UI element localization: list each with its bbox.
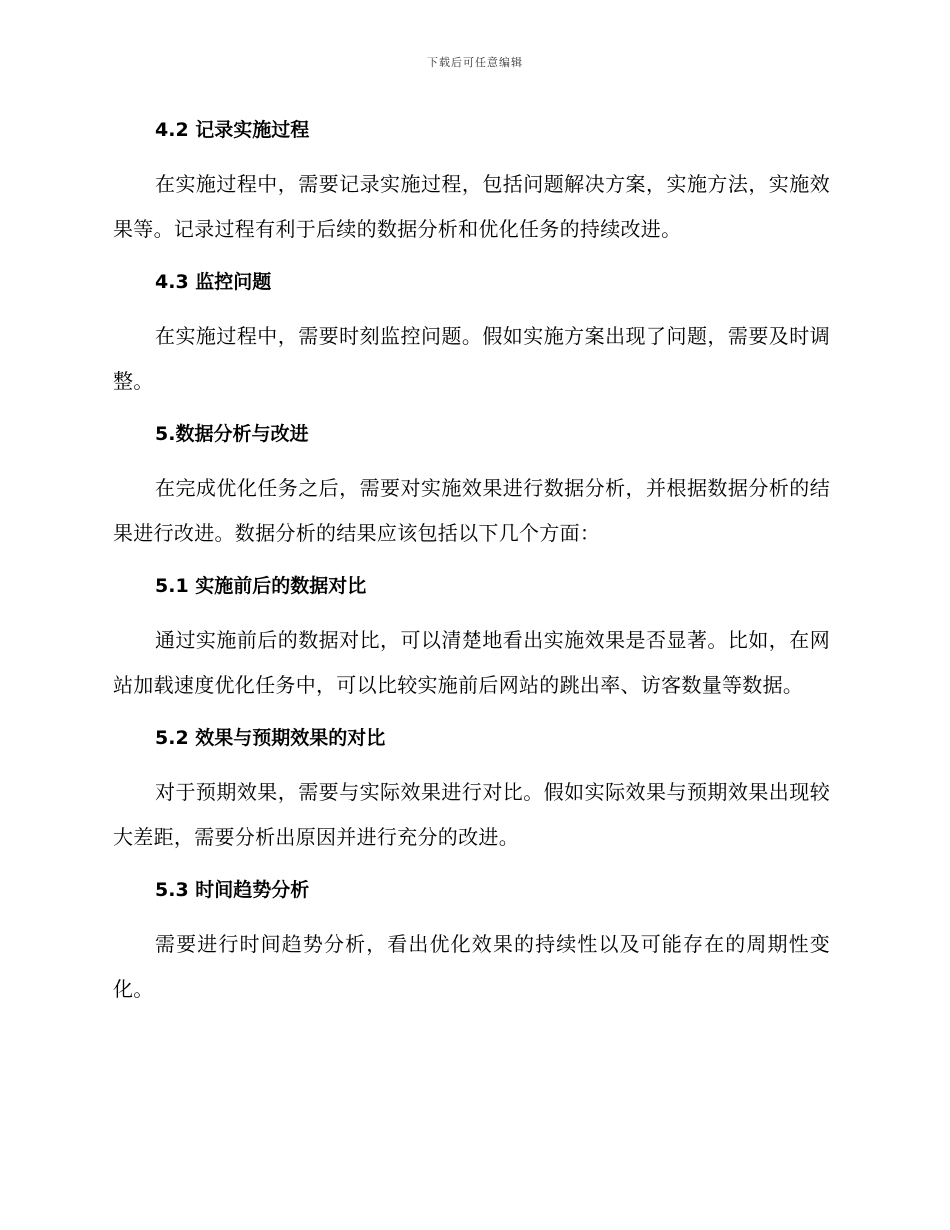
page-header: 下载后可任意编辑	[427, 56, 523, 69]
paragraph-expected-comparison: 对于预期效果，需要与实际效果进行对比。假如实际效果与预期效果出现较大差距，需要分析出原因并进行充分的改进。	[113, 780, 830, 849]
document-body	[113, 110, 830, 1022]
section-heading-5-3: 5.3 时间趋势分析	[155, 879, 310, 901]
paragraph-trend-analysis: 需要进行时间趋势分析，看出优化效果的持续性以及可能存在的周期性变化。	[113, 932, 830, 1001]
section-heading-5: 5.数据分析与改进	[155, 423, 309, 445]
section-heading-4-3: 4.3 监控问题	[155, 271, 272, 293]
paragraph-before-after-comparison: 通过实施前后的数据对比，可以清楚地看出实施效果是否显著。比如，在网站加载速度优化任务中，可以比较实施前后网站的跳出率、访客数量等数据。	[113, 628, 830, 697]
paragraph-record-process: 在实施过程中，需要记录实施过程，包括问题解决方案，实施方法，实施效果等。记录过程有利于后续的数据分析和优化任务的持续改进。	[113, 172, 830, 241]
section-heading-5-2: 5.2 效果与预期效果的对比	[155, 727, 386, 749]
section-heading-4-2: 4.2 记录实施过程	[155, 119, 310, 141]
paragraph-monitor-issues: 在实施过程中，需要时刻监控问题。假如实施方案出现了问题，需要及时调整。	[113, 324, 830, 393]
section-heading-5-1: 5.1 实施前后的数据对比	[155, 575, 367, 597]
paragraph-data-analysis: 在完成优化任务之后，需要对实施效果进行数据分析，并根据数据分析的结果进行改进。数据分析的结果应该包括以下几个方面：	[113, 476, 830, 545]
